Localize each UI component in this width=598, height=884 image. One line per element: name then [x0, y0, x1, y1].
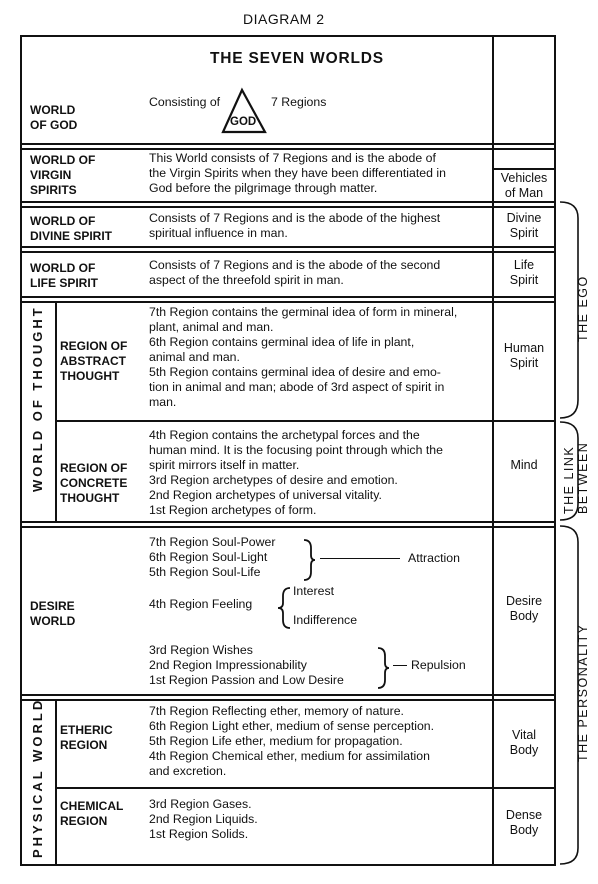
repulsion-brace-icon [376, 646, 390, 690]
human-spirit-vehicle: Human Spirit [503, 341, 545, 370]
divider [20, 143, 556, 145]
divider [492, 168, 556, 170]
divider [20, 521, 556, 523]
concrete-thought-label: REGION OF CONCRETE THOUGHT [60, 461, 128, 505]
divine-spirit-vehicle: Divine Spirit [506, 211, 542, 240]
divider [56, 787, 556, 789]
thought-inner-divider [55, 301, 57, 521]
divider [20, 246, 556, 248]
divider [20, 526, 556, 528]
mind-vehicle: Mind [510, 458, 538, 472]
etheric-region-label: ETHERIC REGION [60, 723, 113, 752]
concrete-thought-text: 4th Region contains the archetypal forces and the human mind. It is the focusing point through which the spirit mirrors itself in matter. 3rd Region archetypes of desire and emotion. 2nd Region archetypes of universal vitality. 1st Region archetypes of form. [149, 428, 443, 517]
diagram-title: THE SEVEN WORLDS [210, 50, 384, 67]
the-personality-label: THE PERSONALITY [576, 623, 590, 762]
world-of-thought-label: WORLD OF THOUGHT [30, 305, 45, 492]
divine-spirit-text: Consists of 7 Regions and is the abode of the highest spiritual influence in man. [149, 211, 441, 240]
desire-world-label: DESIRE WORLD [30, 599, 76, 628]
repulsion-label: Repulsion [411, 658, 466, 672]
divider [56, 420, 556, 422]
virgin-spirits-label: WORLD OF VIRGIN SPIRITS [30, 153, 96, 197]
abstract-thought-text: 7th Region contains the germinal idea of form in mineral, plant, animal and man. 6th Region contains germinal idea of life in plant, animal and man. 5th Region contains germinal idea of desire and emo- tion in animal and man; abode of 3rd aspect of spirit in man. [149, 305, 458, 409]
divider [20, 694, 556, 696]
abstract-thought-label: REGION OF ABSTRACT THOUGHT [60, 339, 128, 383]
triangle-god-text: GOD [230, 116, 257, 128]
vehicles-of-man-header: Vehicles of Man [500, 171, 548, 200]
consisting-of-text: Consisting of [149, 95, 221, 109]
etheric-region-text: 7th Region Reflecting ether, memory of nature. 6th Region Light ether, medium of sense perception. 5th Region Life ether, medium for propagation. 4th Region Chemical ether, medium for assimilation and excretion. [149, 704, 435, 778]
interest-label: Interest [293, 584, 335, 598]
life-spirit-text: Consists of 7 Regions and is the abode of the second aspect of the threefold spirit in man. [149, 258, 441, 287]
divine-spirit-label: WORLD OF DIVINE SPIRIT [30, 214, 113, 243]
divider [20, 296, 556, 298]
world-of-god-label: WORLD OF GOD [30, 103, 78, 132]
divider [20, 148, 556, 150]
chemical-region-text: 3rd Region Gases. 2nd Region Liquids. 1st Region Solids. [149, 797, 258, 841]
divider [20, 301, 556, 303]
physical-world-label: PHYSICAL WORLD [30, 697, 45, 858]
desire-lower-regions: 3rd Region Wishes 2nd Region Impressionability 1st Region Passion and Low Desire [149, 643, 344, 687]
physical-inner-divider [55, 699, 57, 866]
divider [20, 699, 556, 701]
vital-body-vehicle: Vital Body [509, 728, 539, 757]
the-ego-label: THE EGO [576, 275, 590, 342]
attraction-brace-icon [302, 538, 316, 582]
life-spirit-vehicle: Life Spirit [509, 258, 539, 287]
divider [20, 201, 556, 203]
indifference-label: Indifference [293, 613, 358, 627]
desire-body-vehicle: Desire Body [505, 594, 543, 623]
repulsion-connector [393, 665, 407, 666]
dense-body-vehicle: Dense Body [505, 808, 543, 837]
attraction-connector [320, 558, 400, 559]
life-spirit-label: WORLD OF LIFE SPIRIT [30, 261, 99, 290]
feeling-region: 4th Region Feeling [149, 597, 253, 611]
the-link-between-label: THE LINK BETWEEN [562, 441, 590, 514]
seven-regions-text: 7 Regions [271, 95, 327, 109]
divider [20, 206, 556, 208]
attraction-label: Attraction [408, 551, 460, 565]
desire-upper-regions: 7th Region Soul-Power 6th Region Soul-Light 5th Region Soul-Life [149, 535, 276, 579]
virgin-spirits-text: This World consists of 7 Regions and is the abode of the Virgin Spirits when they have been differentiated in God before the pilgrimage through matter. [149, 151, 446, 195]
divider [20, 251, 556, 253]
chemical-region-label: CHEMICAL REGION [60, 799, 124, 828]
feeling-brace-icon [276, 586, 292, 630]
diagram-caption: DIAGRAM 2 [243, 11, 325, 27]
